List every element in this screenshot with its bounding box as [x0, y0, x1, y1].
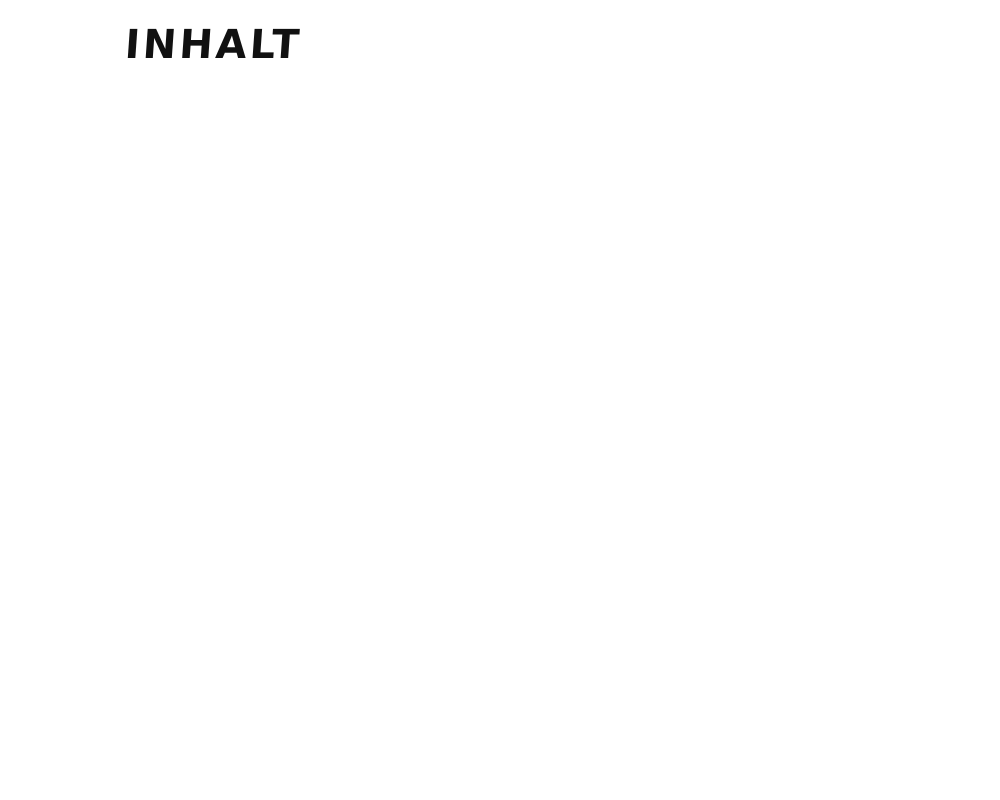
toc-title: INHALT — [123, 22, 304, 68]
